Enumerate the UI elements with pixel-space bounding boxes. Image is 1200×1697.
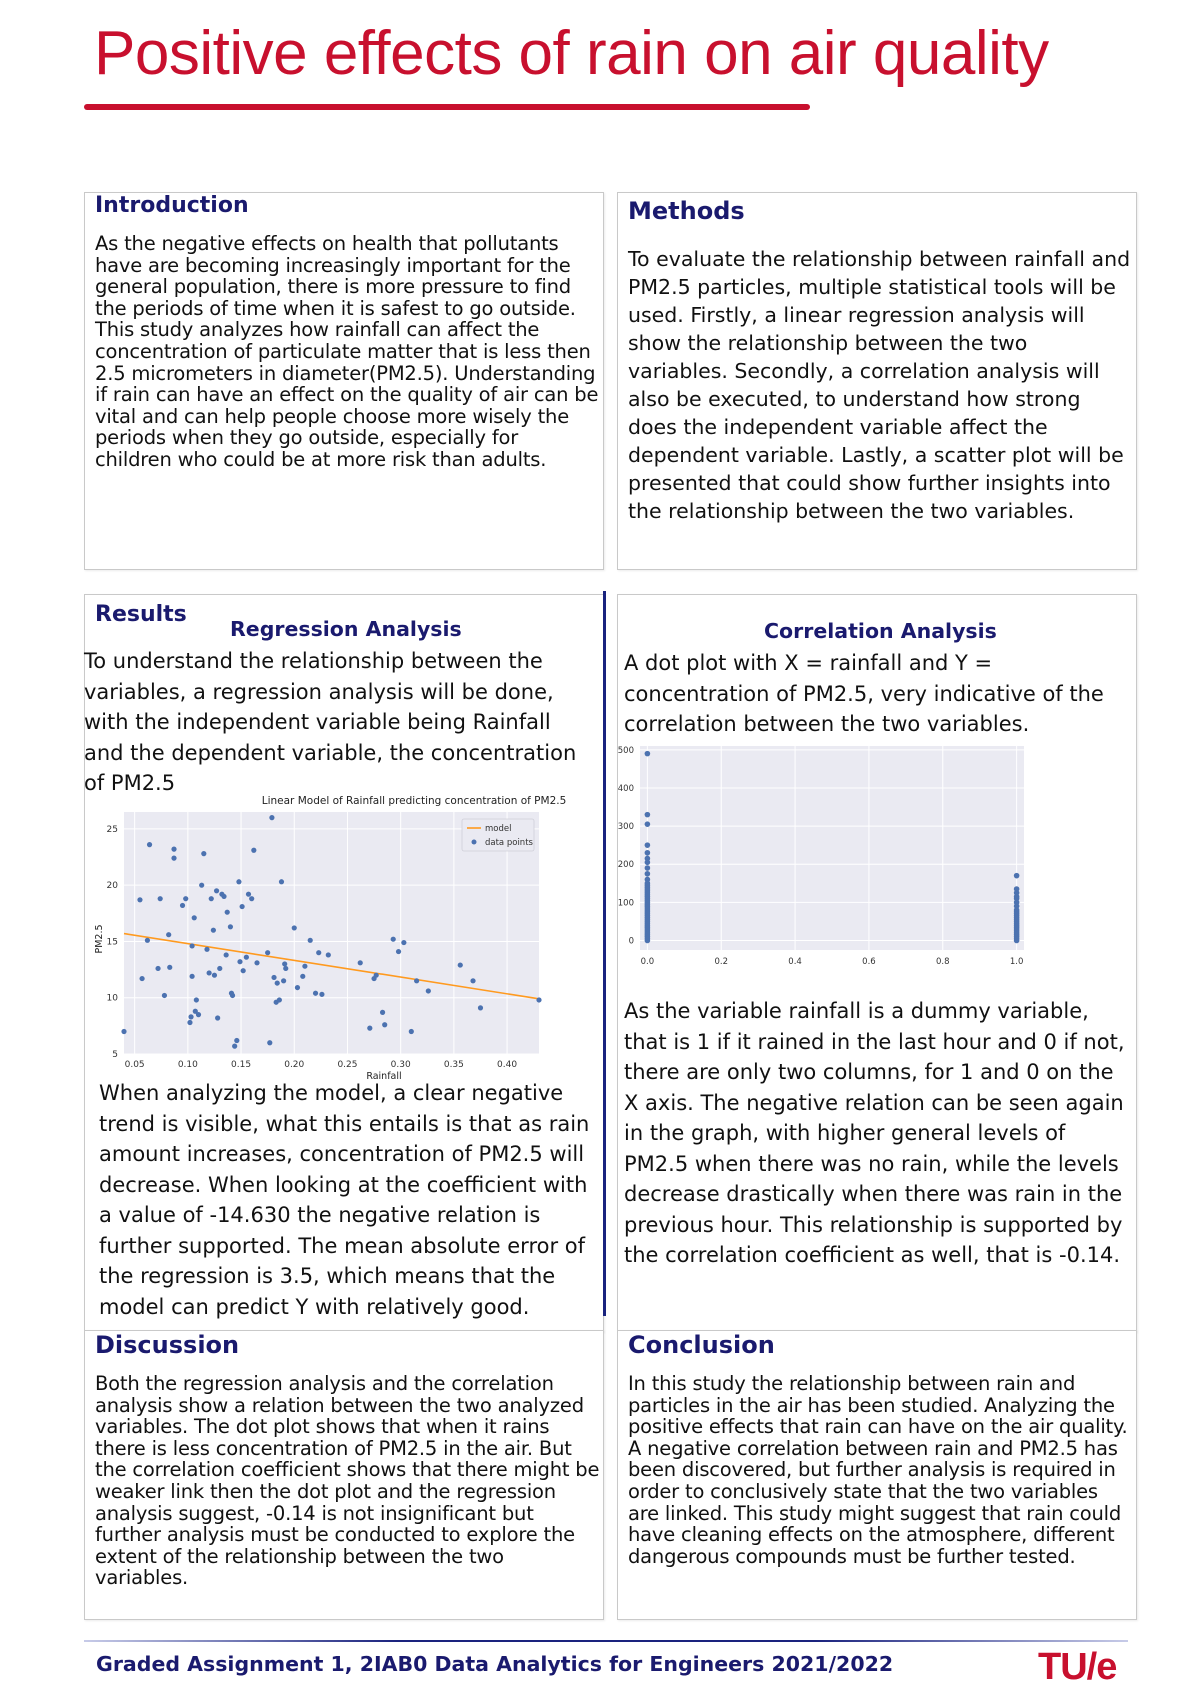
methods-body: To evaluate the relationship between rainfall and PM2.5 particles, multiple statistical tools will be used. Firstly, a linear regression analysis will show the relationship between the two variables. Secondly, a correlation analysis will also be executed, to understand how strong does the independent variable affect the dependent variable. Lastly, a scatter plot will be presented that could show further insights into the relationship between the two variables.	[628, 247, 1131, 523]
regression-data-point	[246, 892, 251, 897]
correlation-heading: Correlation Analysis	[764, 619, 997, 643]
regression-data-point	[308, 938, 313, 943]
regression-data-point	[211, 928, 216, 933]
correlation-intro: A dot plot with X = rainfall and Y = concentration of PM2.5, very indicative of the correlation between the two variables.	[624, 651, 1104, 736]
regression-data-point	[414, 978, 419, 983]
regression-data-point	[237, 959, 242, 964]
regression-data-point	[240, 904, 245, 909]
regression-data-point	[187, 1020, 192, 1025]
regression-data-point	[367, 1026, 372, 1031]
regression-data-point	[188, 1014, 193, 1019]
regression-data-point	[221, 894, 226, 899]
regression-data-point	[244, 955, 249, 960]
regression-data-point	[192, 915, 197, 920]
regression-data-point	[426, 988, 431, 993]
regression-x-tick-label: 0.20	[284, 1060, 305, 1070]
dot-x-tick-label: 0.6	[862, 957, 876, 967]
regression-chart-xlabel: Rainfall	[366, 1071, 402, 1082]
regression-data-point	[458, 962, 463, 967]
regression-data-point	[196, 1012, 201, 1017]
dot-y-tick-label: 300	[617, 822, 634, 833]
regression-x-tick-label: 0.10	[177, 1060, 198, 1070]
regression-data-point	[167, 965, 172, 970]
regression-data-point	[225, 910, 230, 915]
dot-data-point	[645, 865, 651, 871]
discussion-body: Both the regression analysis and the correlation analysis show a relation between the two analyzed variables. The dot plot shows that when it rains there is less concentration of PM2.5 in the air. But the correlation coefficient shows that there might be weaker link then the dot plot and the regression analysis suggest, -0.14 is not insignificant but further analysis must be conducted to explore the extent of the relationship between the two variables.	[95, 1372, 600, 1590]
regression-data-point	[228, 924, 233, 929]
regression-text: When analyzing the model, a clear negative trend is visible, what this entails is that as rain amount increases, concentration of PM2.5 will decrease. When looking at the coefficient with a value of -14.630 the negative relation is further supported. The mean absolute error of the regression is 3.5, which means that the model can predict Y with relatively good.	[99, 1081, 590, 1319]
dot-y-tick-label: 200	[617, 860, 634, 871]
regression-data-point	[282, 961, 287, 966]
regression-data-point	[212, 973, 217, 978]
regression-legend	[462, 819, 534, 851]
regression-x-tick-label: 0.30	[390, 1060, 411, 1070]
correlation-dot-plot	[612, 740, 1132, 990]
regression-data-point	[249, 896, 254, 901]
dot-y-tick-label: 400	[617, 783, 634, 794]
dot-data-point	[645, 850, 651, 856]
regression-data-point	[283, 966, 288, 971]
regression-data-point	[224, 952, 229, 957]
regression-data-point	[470, 978, 475, 983]
regression-data-point	[326, 952, 331, 957]
regression-data-point	[254, 960, 259, 965]
regression-data-point	[209, 896, 214, 901]
regression-data-point	[207, 970, 212, 975]
regression-data-point	[271, 975, 276, 980]
regression-data-point	[265, 950, 270, 955]
dot-data-point	[645, 856, 651, 862]
regression-y-tick-label: 15	[106, 937, 118, 948]
regression-y-tick-label: 25	[106, 824, 118, 835]
regression-data-point	[162, 993, 167, 998]
regression-data-point	[234, 1038, 239, 1043]
dot-plot-area	[640, 746, 1024, 950]
introduction-body: As the negative effects on health that pollutants have are becoming increasingly important for the general population, there is more pressure to find the periods of time when it is safest to go outside. This study analyzes how rainfall can affect the concentration of particulate matter that is less then 2.5 micrometers in diameter(PM2.5). Understanding if rain can have an effect on the quality of air can be vital and can help people choose more wisely the periods when they go outside, especially for children who could be at more risk than adults.	[95, 232, 599, 471]
regression-data-point	[300, 974, 305, 979]
regression-data-point	[155, 966, 160, 971]
regression-scatter-chart	[84, 792, 604, 1082]
regression-data-point	[409, 1029, 414, 1034]
regression-y-tick-label: 10	[106, 993, 118, 1004]
regression-data-point	[302, 964, 307, 969]
regression-data-point	[166, 932, 171, 937]
dot-x-tick-label: 0.0	[640, 957, 655, 967]
regression-data-point	[201, 851, 206, 856]
tue-logo: TU/e	[1038, 1646, 1117, 1688]
regression-x-tick-label: 0.25	[337, 1060, 358, 1070]
dot-data-point	[1014, 873, 1020, 879]
dot-data-point	[645, 842, 651, 848]
conclusion-heading: Conclusion	[628, 1331, 775, 1359]
regression-data-point	[139, 976, 144, 981]
regression-data-point	[380, 1010, 385, 1015]
regression-y-tick-label: 5	[112, 1050, 118, 1060]
regression-data-point	[204, 947, 209, 952]
regression-data-point	[137, 897, 142, 902]
regression-data-point	[382, 1022, 387, 1027]
dot-y-tick-label: 0	[628, 936, 634, 947]
regression-data-point	[217, 966, 222, 971]
regression-intro: To understand the relationship between the variables, a regression analysis will be done, with the independent variable being Rainfall and the dependent variable, the concentration of PM2.5	[84, 649, 577, 795]
regression-data-point	[190, 974, 195, 979]
regression-data-point	[145, 938, 150, 943]
regression-data-point	[536, 997, 541, 1002]
regression-data-point	[269, 815, 274, 820]
introduction-heading: Introduction	[95, 193, 249, 218]
regression-data-point	[358, 960, 363, 965]
regression-data-point	[277, 997, 282, 1002]
dot-data-point	[645, 812, 651, 818]
regression-data-point	[232, 1044, 237, 1049]
regression-legend-points-label: data points	[485, 838, 533, 848]
regression-data-point	[180, 903, 185, 908]
regression-heading: Regression Analysis	[230, 617, 462, 641]
regression-data-point	[147, 842, 152, 847]
regression-data-point	[194, 997, 199, 1002]
regression-legend-points-swatch	[472, 840, 477, 845]
regression-data-point	[214, 888, 219, 893]
dot-y-tick-label: 100	[617, 898, 634, 909]
dot-x-tick-label: 0.4	[788, 957, 802, 967]
regression-data-point	[316, 950, 321, 955]
regression-x-tick-label: 0.40	[497, 1060, 518, 1070]
correlation-text: As the variable rainfall is a dummy variable, that is 1 if it rained in the last hour and 0 if not, there are only two columns, for 1 and 0 on the X axis. The negative relation can be seen again in the graph, with higher general levels of PM2.5 when there was no rain, while the levels decrease drastically when there was rain in the previous hour. This relationship is supported by the correlation coefficient as well, that is -0.14.	[624, 999, 1125, 1267]
dot-x-tick-label: 0.2	[714, 957, 728, 967]
regression-data-point	[190, 943, 195, 948]
regression-chart-title: Linear Model of Rainfall predicting concentration of PM2.5	[261, 795, 567, 807]
regression-data-point	[396, 949, 401, 954]
regression-data-point	[319, 992, 324, 997]
regression-data-point	[121, 1029, 126, 1034]
regression-data-point	[215, 1015, 220, 1020]
regression-y-tick-label: 20	[106, 881, 118, 892]
regression-data-point	[171, 856, 176, 861]
regression-data-point	[199, 883, 204, 888]
discussion-heading: Discussion	[95, 1331, 240, 1359]
regression-data-point	[478, 1005, 483, 1010]
footer-text: Graded Assignment 1, 2IAB0 Data Analytics for Engineers 2021/2022	[96, 1652, 894, 1676]
conclusion-body: In this study the relationship between rain and particles in the air has been studied. Analyzing the positive effects that rain can have on the air quality. A negative correlation between rain and PM2.5 has been discovered, but further analysis is required in order to conclusively state that the two variables are linked. This study might suggest that rain could have cleaning effects on the atmosphere, different dangerous compounds must be further tested.	[628, 1372, 1128, 1568]
regression-data-point	[230, 993, 235, 998]
regression-x-tick-label: 0.35	[443, 1060, 464, 1070]
dot-x-tick-label: 0.8	[936, 957, 950, 967]
title-underline	[84, 104, 810, 110]
footer-rule	[84, 1640, 1128, 1642]
methods-heading: Methods	[628, 197, 745, 225]
regression-data-point	[267, 1040, 272, 1045]
regression-data-point	[251, 848, 256, 853]
regression-legend-model-label: model	[485, 824, 512, 834]
regression-data-point	[183, 896, 188, 901]
regression-data-point	[292, 925, 297, 930]
regression-chart-ylabel: PM2.5	[94, 924, 105, 954]
dot-data-point	[1014, 886, 1020, 892]
dot-data-point	[645, 821, 651, 827]
regression-data-point	[295, 985, 300, 990]
regression-data-point	[374, 973, 379, 978]
regression-data-point	[158, 896, 163, 901]
dot-data-point	[645, 751, 651, 757]
regression-x-tick-label: 0.15	[231, 1060, 252, 1070]
dot-x-tick-label: 1.0	[1009, 957, 1024, 967]
poster-title: Positive effects of rain on air quality	[94, 19, 1049, 88]
regression-x-tick-label: 0.05	[124, 1060, 145, 1070]
regression-data-point	[401, 940, 406, 945]
dot-y-tick-label: 500	[617, 745, 634, 756]
regression-data-point	[275, 980, 280, 985]
regression-data-point	[313, 991, 318, 996]
regression-data-point	[241, 968, 246, 973]
regression-data-point	[171, 847, 176, 852]
regression-data-point	[236, 879, 241, 884]
dot-data-point	[645, 871, 651, 877]
dot-data-point	[645, 877, 651, 883]
regression-data-point	[391, 937, 396, 942]
regression-data-point	[281, 978, 286, 983]
regression-data-point	[279, 879, 284, 884]
results-heading: Results	[95, 602, 187, 627]
